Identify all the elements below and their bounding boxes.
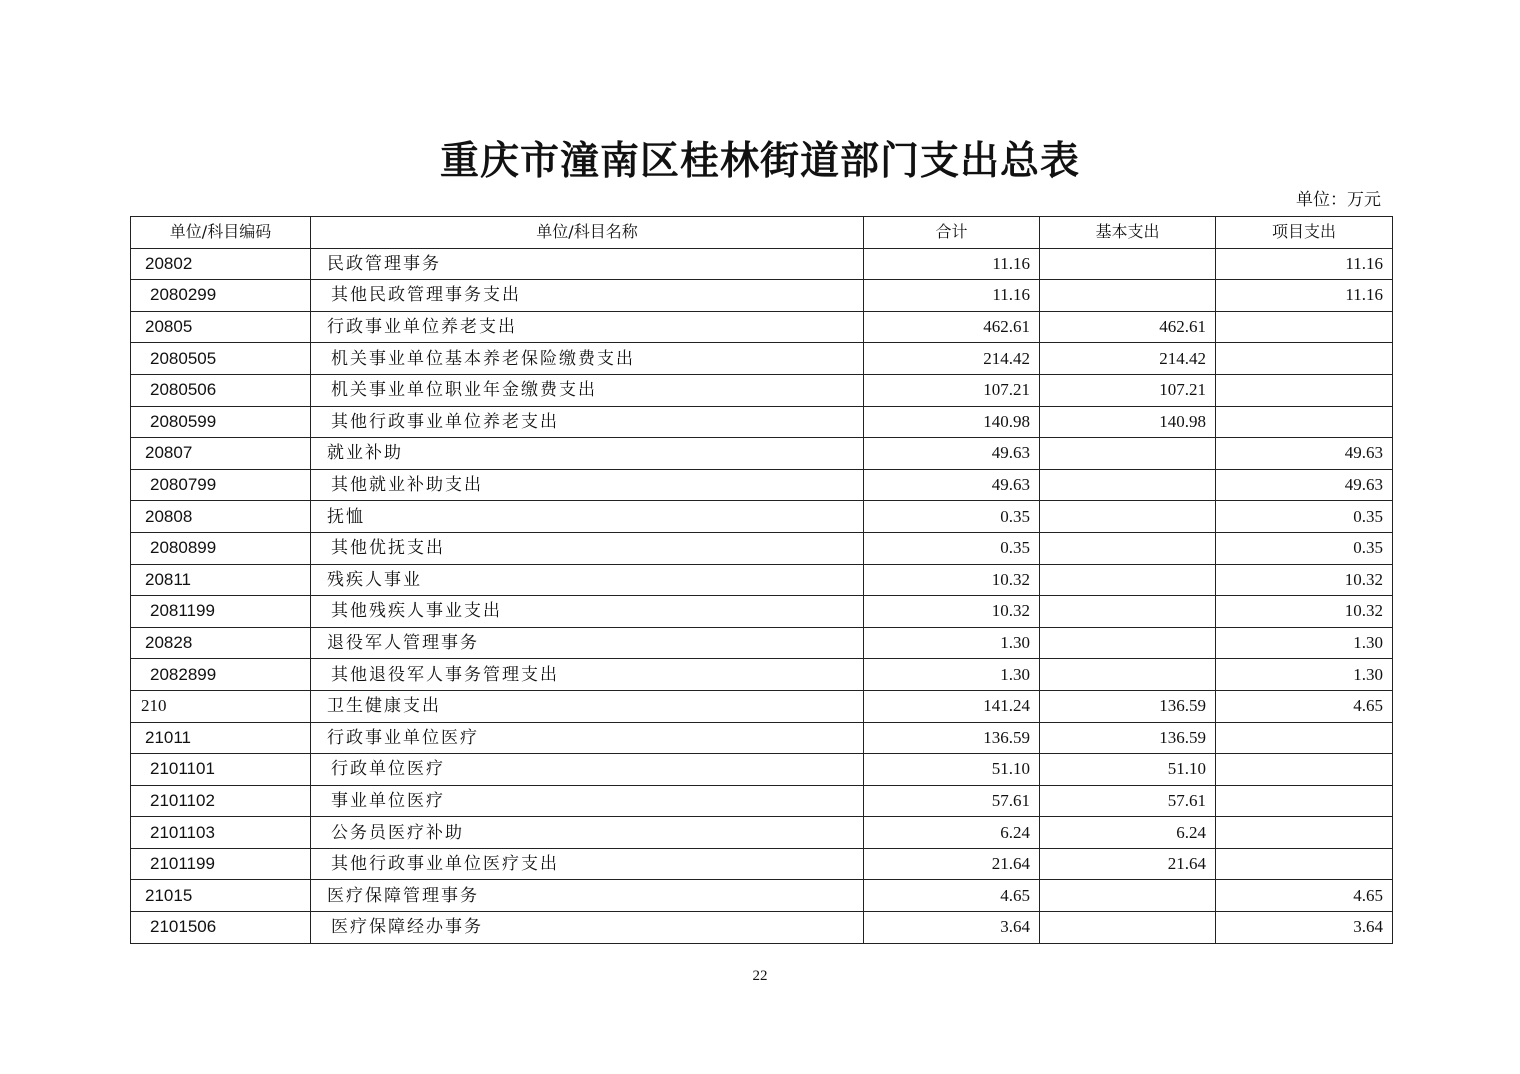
table-row (131, 817, 1393, 849)
table-row (131, 912, 1393, 944)
basic-cell: 107.21 (1040, 374, 1216, 406)
basic-cell (1040, 880, 1216, 912)
basic-cell (1040, 532, 1216, 564)
name-cell: 卫生健康支出 (311, 690, 864, 722)
name-cell: 就业补助 (311, 438, 864, 470)
total-cell: 57.61 (864, 785, 1040, 817)
table-row (131, 501, 1393, 533)
code-cell: 20802 (131, 248, 311, 280)
expenditure-table (130, 216, 1393, 944)
basic-cell (1040, 659, 1216, 691)
code-cell: 2080899 (131, 532, 311, 564)
table-row (131, 248, 1393, 280)
table-row (131, 406, 1393, 438)
project-cell: 11.16 (1216, 248, 1393, 280)
project-cell: 3.64 (1216, 912, 1393, 944)
total-cell: 10.32 (864, 564, 1040, 596)
total-cell: 107.21 (864, 374, 1040, 406)
total-cell: 140.98 (864, 406, 1040, 438)
project-cell (1216, 817, 1393, 849)
project-cell (1216, 722, 1393, 754)
basic-cell (1040, 469, 1216, 501)
table-row (131, 690, 1393, 722)
project-cell (1216, 311, 1393, 343)
name-cell: 机关事业单位基本养老保险缴费支出 (311, 343, 864, 375)
code-cell: 20811 (131, 564, 311, 596)
name-cell: 医疗保障管理事务 (311, 880, 864, 912)
table-row (131, 659, 1393, 691)
total-cell: 4.65 (864, 880, 1040, 912)
name-cell: 退役军人管理事务 (311, 627, 864, 659)
code-cell: 20805 (131, 311, 311, 343)
basic-cell: 136.59 (1040, 690, 1216, 722)
name-cell: 其他优抚支出 (311, 532, 864, 564)
basic-cell (1040, 912, 1216, 944)
total-cell: 1.30 (864, 659, 1040, 691)
code-cell: 2080799 (131, 469, 311, 501)
project-cell: 10.32 (1216, 564, 1393, 596)
basic-cell: 51.10 (1040, 754, 1216, 786)
table-row (131, 754, 1393, 786)
total-cell: 51.10 (864, 754, 1040, 786)
basic-cell (1040, 564, 1216, 596)
name-cell: 事业单位医疗 (311, 785, 864, 817)
basic-cell (1040, 501, 1216, 533)
basic-cell (1040, 280, 1216, 312)
project-cell (1216, 754, 1393, 786)
basic-cell: 214.42 (1040, 343, 1216, 375)
total-cell: 0.35 (864, 501, 1040, 533)
basic-cell (1040, 438, 1216, 470)
code-cell: 2101103 (131, 817, 311, 849)
name-cell: 行政单位医疗 (311, 754, 864, 786)
basic-cell (1040, 627, 1216, 659)
total-cell: 141.24 (864, 690, 1040, 722)
table-row (131, 280, 1393, 312)
name-cell: 其他退役军人事务管理支出 (311, 659, 864, 691)
project-cell: 10.32 (1216, 596, 1393, 628)
total-cell: 1.30 (864, 627, 1040, 659)
project-cell: 0.35 (1216, 501, 1393, 533)
name-cell: 其他行政事业单位养老支出 (311, 406, 864, 438)
table-row (131, 469, 1393, 501)
total-cell: 136.59 (864, 722, 1040, 754)
project-cell (1216, 785, 1393, 817)
name-cell: 其他就业补助支出 (311, 469, 864, 501)
page-number: 22 (752, 968, 768, 984)
basic-cell (1040, 596, 1216, 628)
name-cell: 其他行政事业单位医疗支出 (311, 848, 864, 880)
name-cell: 医疗保障经办事务 (311, 912, 864, 944)
code-cell: 210 (131, 690, 311, 722)
project-cell (1216, 848, 1393, 880)
table-row (131, 722, 1393, 754)
code-cell: 2101101 (131, 754, 311, 786)
total-cell: 49.63 (864, 469, 1040, 501)
table-row (131, 343, 1393, 375)
total-cell: 0.35 (864, 532, 1040, 564)
project-cell: 1.30 (1216, 627, 1393, 659)
table-row (131, 438, 1393, 470)
project-cell (1216, 406, 1393, 438)
table-row (131, 564, 1393, 596)
name-cell: 抚恤 (311, 501, 864, 533)
header-code: 单位/科目编码 (131, 217, 311, 249)
code-cell: 2101102 (131, 785, 311, 817)
total-cell: 6.24 (864, 817, 1040, 849)
total-cell: 3.64 (864, 912, 1040, 944)
code-cell: 21015 (131, 880, 311, 912)
project-cell: 4.65 (1216, 690, 1393, 722)
project-cell: 0.35 (1216, 532, 1393, 564)
code-cell: 20828 (131, 627, 311, 659)
header-name: 单位/科目名称 (311, 217, 864, 249)
unit-label: 单位：万元 (1296, 190, 1381, 210)
name-cell: 其他民政管理事务支出 (311, 280, 864, 312)
table-header (131, 217, 1393, 249)
basic-cell: 6.24 (1040, 817, 1216, 849)
code-cell: 2080299 (131, 280, 311, 312)
total-cell: 49.63 (864, 438, 1040, 470)
name-cell: 行政事业单位养老支出 (311, 311, 864, 343)
name-cell: 其他残疾人事业支出 (311, 596, 864, 628)
project-cell (1216, 343, 1393, 375)
name-cell: 公务员医疗补助 (311, 817, 864, 849)
table-row (131, 311, 1393, 343)
page-title: 重庆市潼南区桂林街道部门支出总表 (439, 138, 1080, 184)
name-cell: 行政事业单位医疗 (311, 722, 864, 754)
code-cell: 20808 (131, 501, 311, 533)
code-cell: 20807 (131, 438, 311, 470)
table-row (131, 596, 1393, 628)
table-body (131, 248, 1393, 943)
total-cell: 10.32 (864, 596, 1040, 628)
table-row (131, 374, 1393, 406)
project-cell: 1.30 (1216, 659, 1393, 691)
total-cell: 21.64 (864, 848, 1040, 880)
table-row (131, 785, 1393, 817)
header-row (131, 217, 1393, 249)
project-cell: 49.63 (1216, 438, 1393, 470)
basic-cell: 57.61 (1040, 785, 1216, 817)
total-cell: 214.42 (864, 343, 1040, 375)
basic-cell: 462.61 (1040, 311, 1216, 343)
code-cell: 2082899 (131, 659, 311, 691)
total-cell: 462.61 (864, 311, 1040, 343)
basic-cell: 21.64 (1040, 848, 1216, 880)
project-cell: 11.16 (1216, 280, 1393, 312)
code-cell: 2081199 (131, 596, 311, 628)
table-row (131, 532, 1393, 564)
code-cell: 2080505 (131, 343, 311, 375)
code-cell: 2080599 (131, 406, 311, 438)
name-cell: 机关事业单位职业年金缴费支出 (311, 374, 864, 406)
project-cell: 4.65 (1216, 880, 1393, 912)
basic-cell (1040, 248, 1216, 280)
code-cell: 2080506 (131, 374, 311, 406)
header-basic: 基本支出 (1040, 217, 1216, 249)
code-cell: 21011 (131, 722, 311, 754)
code-cell: 2101506 (131, 912, 311, 944)
code-cell: 2101199 (131, 848, 311, 880)
table-row (131, 848, 1393, 880)
header-total: 合计 (864, 217, 1040, 249)
total-cell: 11.16 (864, 280, 1040, 312)
project-cell (1216, 374, 1393, 406)
name-cell: 民政管理事务 (311, 248, 864, 280)
total-cell: 11.16 (864, 248, 1040, 280)
table-row (131, 880, 1393, 912)
basic-cell: 140.98 (1040, 406, 1216, 438)
project-cell: 49.63 (1216, 469, 1393, 501)
header-project: 项目支出 (1216, 217, 1393, 249)
basic-cell: 136.59 (1040, 722, 1216, 754)
name-cell: 残疾人事业 (311, 564, 864, 596)
table-row (131, 627, 1393, 659)
